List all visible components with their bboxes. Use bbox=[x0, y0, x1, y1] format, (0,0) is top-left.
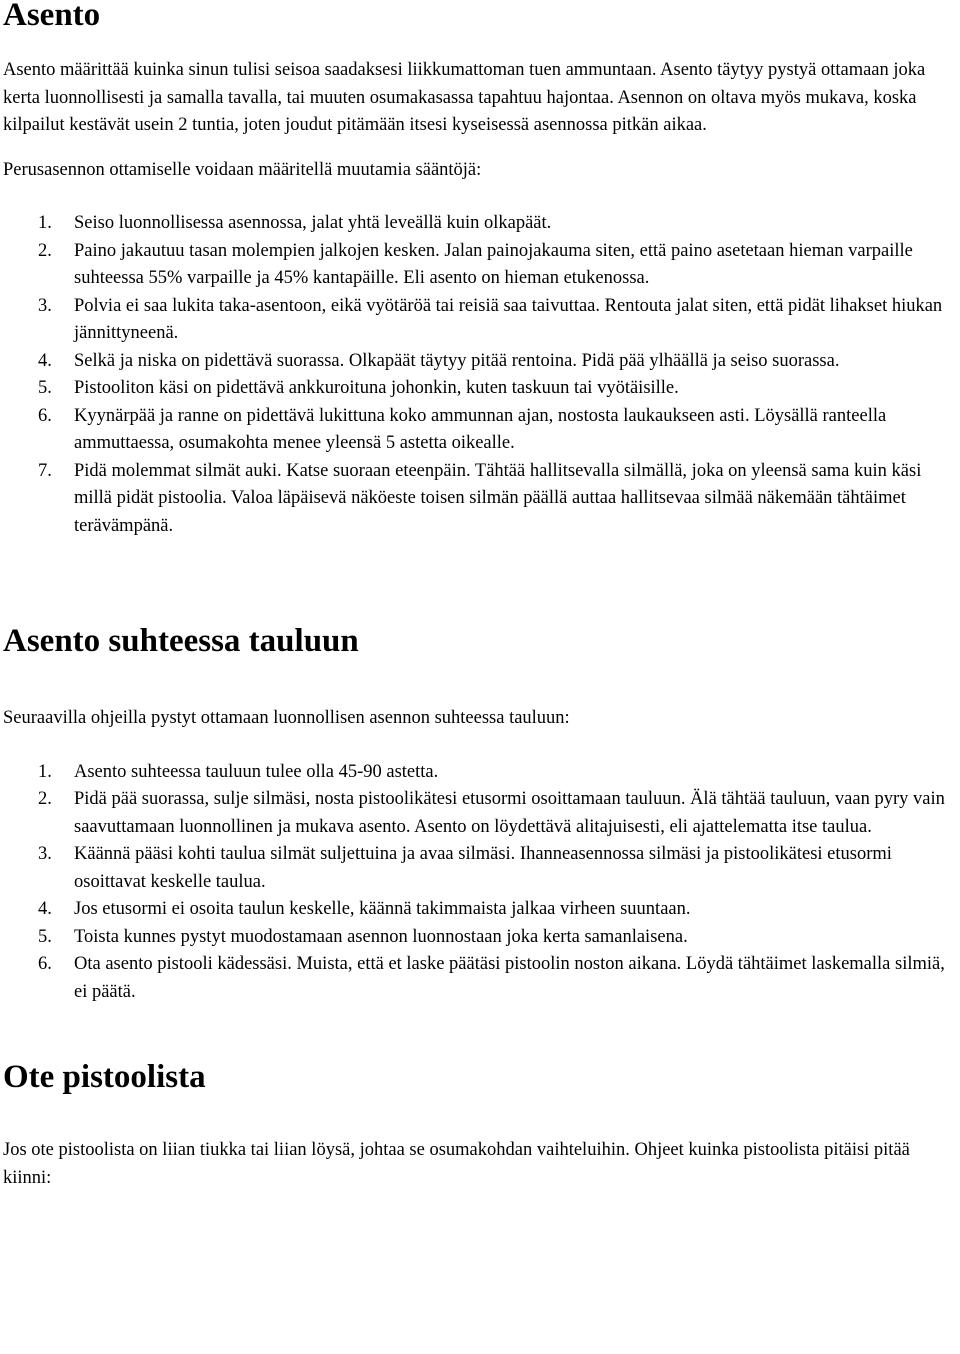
section-intro-paragraph: Jos ote pistoolista on liian tiukka tai liian löysä, johtaa se osumakohdan vaihteluihin. Ohjeet kuinka pistoolista pitäisi pitää kiinni: bbox=[3, 1140, 910, 1188]
list-item-text: Polvia ei saa lukita taka-asentoon, eikä vyötäröä tai reisiä saa taivuttaa. Rentouta jalat siten, että pidät lihakset hiukan jännittyneenä. bbox=[74, 295, 943, 343]
list-item-text: Kyynärpää ja ranne on pidettävä lukittuna koko ammunnan ajan, nostosta laukaukseen asti. Löysällä ranteella ammuttaessa, osumakohta menee yleensä 5 astetta oikealle. bbox=[74, 405, 887, 453]
list-item-number: 4. bbox=[38, 899, 52, 919]
list-item-number: 3. bbox=[38, 295, 52, 316]
section-heading-ote-pistoolista: Ote pistoolista bbox=[3, 1059, 206, 1095]
list-item-number: 6. bbox=[38, 405, 52, 426]
list-item-number: 7. bbox=[38, 460, 52, 481]
list-item-text: Käännä pääsi kohti taulua silmät suljettuina ja avaa silmäsi. Ihanneasennossa silmäsi ja pistoolikätesi etusormi osoittavat keskelle taulua. bbox=[74, 844, 892, 892]
section-heading-asento: Asento bbox=[3, 0, 101, 33]
list-item bbox=[3, 348, 960, 376]
list-item-number: 1. bbox=[38, 761, 52, 782]
list-item-text: Toista kunnes pystyt muodostamaan asennon luonnostaan joka kerta samanlaisena. bbox=[74, 926, 688, 947]
list-item bbox=[3, 786, 960, 841]
posture-rules-list bbox=[3, 210, 960, 540]
list-item bbox=[3, 293, 960, 348]
list-item-number: 4. bbox=[38, 350, 52, 371]
document-page bbox=[3, 0, 960, 1192]
list-item-number: 2. bbox=[38, 240, 52, 261]
list-item-number: 5. bbox=[38, 378, 52, 398]
list-item bbox=[3, 238, 960, 293]
list-item bbox=[3, 841, 960, 896]
list-item-text: Pistooliton käsi on pidettävä ankkuroituna johonkin, kuten taskuun tai vyötäisille. bbox=[74, 378, 679, 398]
list-item bbox=[3, 375, 960, 403]
list-item-number: 1. bbox=[38, 213, 52, 233]
list-item-text: Pidä molemmat silmät auki. Katse suoraan eteenpäin. Tähtää hallitsevalla silmällä, joka on yleensä sama kuin käsi millä pidät pistoolia. Valoa läpäisevä näköeste toisen silmän päällä auttaa hallitsevaa silmää näkemään tähtäimet terävämpänä. bbox=[74, 460, 922, 536]
target-posture-list bbox=[3, 759, 960, 1007]
list-item bbox=[3, 896, 960, 924]
list-item-text: Pidä pää suorassa, sulje silmäsi, nosta pistoolikätesi etusormi osoittamaan tauluun. Älä tähtää tauluun, vaan pyry vain saavuttamaan luonnollinen ja mukava asento. Asento on löydettävä alitajuisesti, eli ajattelematta itse taulua. bbox=[74, 789, 945, 837]
section-intro-paragraph: Seuraavilla ohjeilla pystyt ottamaan luonnollisen asennon suhteessa tauluun: bbox=[3, 708, 570, 728]
list-item bbox=[3, 951, 960, 1006]
list-item-text: Asento suhteessa tauluun tulee olla 45-90 astetta. bbox=[74, 761, 439, 782]
list-item-text: Ota asento pistooli kädessäsi. Muista, että et laske päätäsi pistoolin noston aikana. Löydä tähtäimet laskemalla silmiä, ei päätä. bbox=[74, 954, 945, 1002]
list-item-number: 3. bbox=[38, 844, 52, 864]
list-item bbox=[3, 924, 960, 952]
list-item-text: Selkä ja niska on pidettävä suorassa. Olkapäät täytyy pitää rentoina. Pidä pää ylhäällä ja seiso suorassa. bbox=[74, 350, 840, 371]
list-item bbox=[3, 759, 960, 787]
section-heading-asento-suhteessa-tauluun: Asento suhteessa tauluun bbox=[3, 623, 359, 659]
list-item-number: 2. bbox=[38, 789, 52, 809]
section-intro-paragraph: Asento määrittää kuinka sinun tulisi seisoa saadaksesi liikkumattoman tuen ammuntaan. Asento täytyy pystyä ottamaan joka kerta luonnollisesti ja samalla tavalla, tai muuten osumakasassa tapahtuu hajontaa. Asennon on oltava myös mukava, koska kilpailut kestävät usein 2 tuntia, joten joudut pitämään itsesi kyseisessä asennossa pitkän aikaa. bbox=[3, 60, 926, 135]
list-item bbox=[3, 458, 960, 541]
list-item bbox=[3, 210, 960, 238]
rules-intro-paragraph: Perusasennon ottamiselle voidaan määritellä muutamia sääntöjä: bbox=[3, 159, 482, 180]
list-item-number: 6. bbox=[38, 954, 52, 974]
list-item-text: Jos etusormi ei osoita taulun keskelle, käännä takimmaista jalkaa virheen suuntaan. bbox=[74, 899, 691, 919]
list-item bbox=[3, 403, 960, 458]
list-item-text: Seiso luonnollisessa asennossa, jalat yhtä leveällä kuin olkapäät. bbox=[74, 213, 552, 233]
list-item-text: Paino jakautuu tasan molempien jalkojen kesken. Jalan painojakauma siten, että paino asetetaan hieman varpaille suhteessa 55% varpaille ja 45% kantapäille. Eli asento on hieman etukenossa. bbox=[74, 240, 913, 288]
list-item-number: 5. bbox=[38, 926, 52, 947]
